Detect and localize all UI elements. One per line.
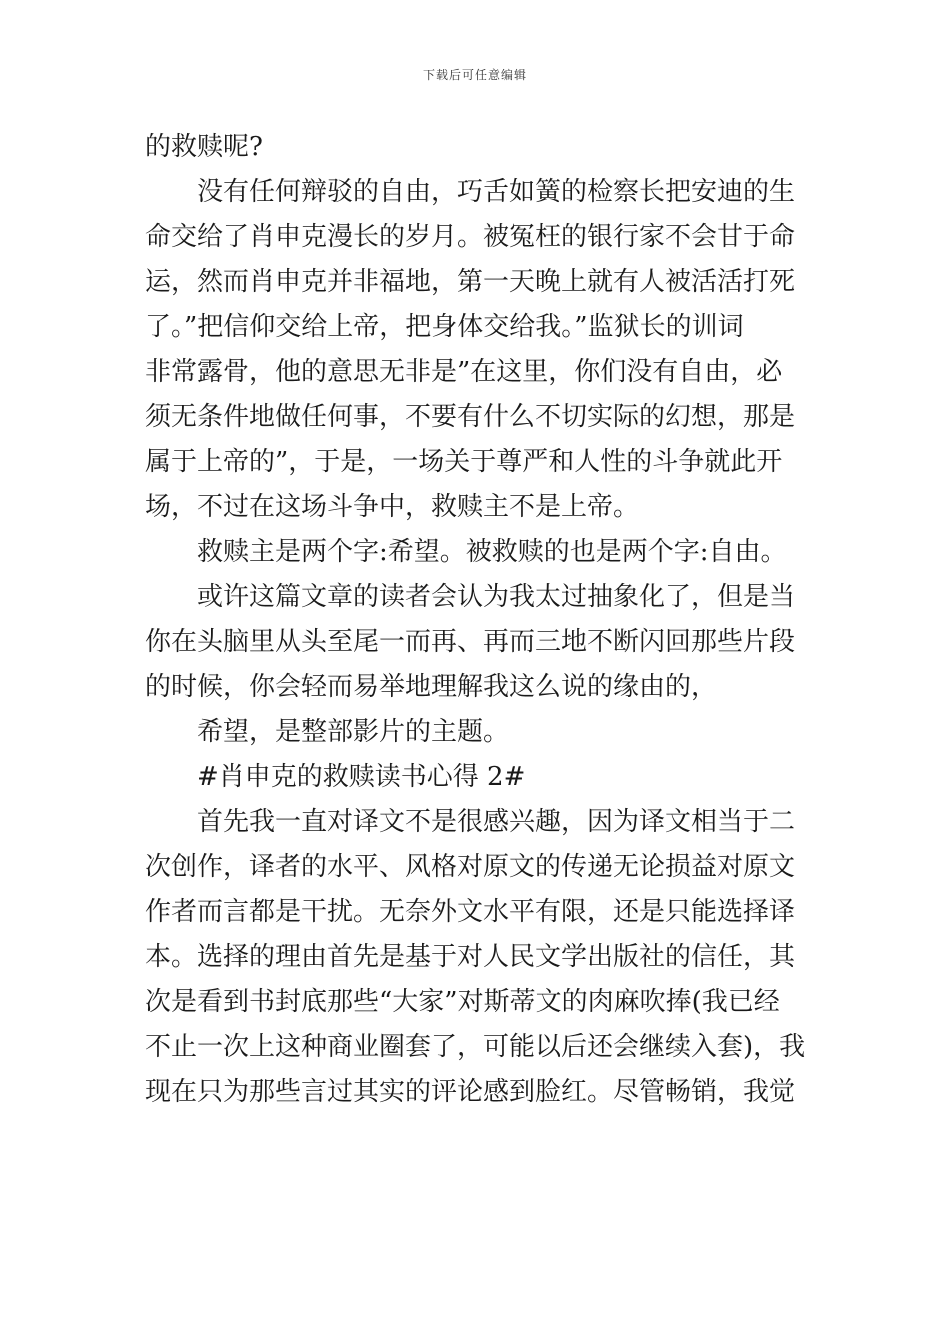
text-line: 现在只为那些言过其实的评论感到脸红。尽管畅销，我觉 <box>145 1077 796 1107</box>
text-line: 或许这篇文章的读者会认为我太过抽象化了，但是当 <box>197 582 796 612</box>
text-line: 命交给了肖申克漫长的岁月。被冤枉的银行家不会甘于命 <box>145 222 796 252</box>
text-line: 首先我一直对译文不是很感兴趣，因为译文相当于二 <box>197 807 796 837</box>
text-line: 场，不过在这场斗争中，救赎主不是上帝。 <box>145 492 640 522</box>
text-line: 救赎主是两个字:希望。被救赎的也是两个字:自由。 <box>197 537 787 567</box>
document-body <box>145 125 810 1115</box>
text-line: 作者而言都是干扰。无奈外文水平有限，还是只能选择译 <box>145 897 796 927</box>
text-line: 非常露骨，他的意思无非是”在这里，你们没有自由，必 <box>145 357 783 387</box>
section-heading: #肖申克的救赎读书心得 2# <box>197 762 526 792</box>
page-header: 下载后可任意编辑 <box>422 68 527 82</box>
text-line: 次创作，译者的水平、风格对原文的传递无论损益对原文 <box>145 852 796 882</box>
text-line: 须无条件地做任何事，不要有什么不切实际的幻想，那是 <box>145 402 796 432</box>
text-line: 不止一次上这种商业圈套了，可能以后还会继续入套)，我 <box>145 1032 806 1062</box>
text-line: 次是看到书封底那些“大家”对斯蒂文的肉麻吹捧(我已经 <box>145 987 780 1017</box>
text-line: 的救赎呢? <box>145 132 263 162</box>
text-line: 的时候，你会轻而易举地理解我这么说的缘由的， <box>145 672 718 702</box>
text-line: 了。”把信仰交给上帝，把身体交给我。”监狱长的训词 <box>145 312 744 342</box>
text-line: 属于上帝的”，于是，一场关于尊严和人性的斗争就此开 <box>145 447 783 477</box>
text-line: 你在头脑里从头至尾一而再、再而三地不断闪回那些片段 <box>145 627 796 657</box>
text-line: 没有任何辩驳的自由，巧舌如簧的检察长把安迪的生 <box>197 177 796 207</box>
text-line: 本。选择的理由首先是基于对人民文学出版社的信任，其 <box>145 942 796 972</box>
text-line: 希望，是整部影片的主题。 <box>197 717 510 747</box>
text-line: 运，然而肖申克并非福地，第一天晚上就有人被活活打死 <box>145 267 796 297</box>
